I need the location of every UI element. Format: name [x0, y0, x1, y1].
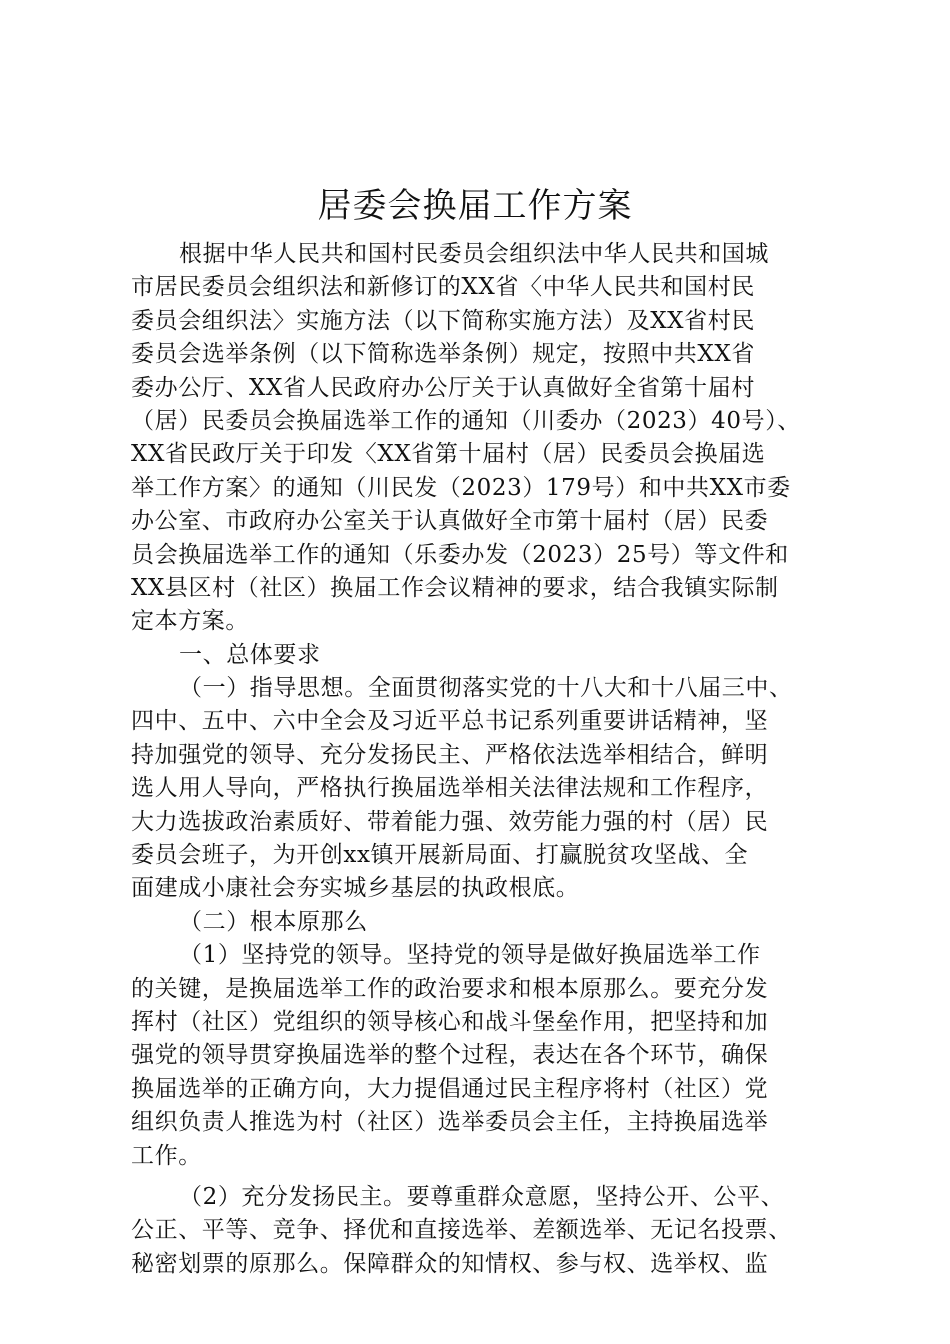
document-title: 居委会换届工作方案 [317, 186, 633, 226]
body-line: 委员会班子，为开创xx镇开展新局面、打赢脱贫攻坚战、全 [131, 842, 749, 869]
body-line: 选人用人导向，严格执行换届选举相关法律法规和工作程序， [131, 775, 769, 802]
body-line: 的关键，是换届选举工作的政治要求和根本原那么。要充分发 [131, 975, 769, 1002]
body-line: 换届选举的正确方向，大力提倡通过民主程序将村（社区）党 [131, 1075, 769, 1102]
body-line: 市居民委员会组织法和新修订的XX省〈中华人民共和国村民 [131, 274, 755, 301]
body-line: 工作。 [131, 1142, 202, 1169]
body-line: 秘密划票的原那么。保障群众的知情权、参与权、选举权、监 [131, 1250, 769, 1277]
body-line: 员会换届选举工作的通知（乐委办发（2023）25号）等文件和 [131, 541, 789, 568]
body-line: 委员会选举条例（以下简称选举条例）规定，按照中共XX省 [131, 341, 755, 368]
body-line: XX县区村（社区）换届工作会议精神的要求，结合我镇实际制 [131, 574, 779, 601]
body-line: 定本方案。 [131, 608, 249, 635]
body-line: 委员会组织法〉实施方法（以下简称实施方法）及XX省村民 [131, 307, 755, 334]
body-line: （二）根本原那么 [179, 908, 368, 935]
body-line: 举工作方案〉的通知（川民发（2023）179号）和中共XX市委 [131, 474, 791, 501]
body-line: 委办公厅、XX省人民政府办公厅关于认真做好全省第十届村 [131, 374, 755, 401]
body-line: （1）坚持党的领导。坚持党的领导是做好换届选举工作 [179, 942, 761, 969]
body-line: 强党的领导贯穿换届选举的整个过程，表达在各个环节，确保 [131, 1042, 769, 1069]
document-body [131, 238, 831, 1281]
body-line: 组织负责人推选为村（社区）选举委员会主任，主持换届选举 [131, 1109, 769, 1136]
body-line: 公正、平等、竞争、择优和直接选举、差额选举、无记名投票、 [131, 1217, 792, 1244]
body-line: 办公室、市政府办公室关于认真做好全市第十届村（居）民委 [131, 508, 769, 535]
body-line: 挥村（社区）党组织的领导核心和战斗堡垒作用，把坚持和加 [131, 1008, 769, 1035]
body-line: 面建成小康社会夯实城乡基层的执政根底。 [131, 875, 580, 902]
body-line: 一、总体要求 [179, 641, 321, 668]
body-line: （一）指导思想。全面贯彻落实党的十八大和十八届三中、 [179, 675, 793, 702]
body-line: 四中、五中、六中全会及习近平总书记系列重要讲话精神，坚 [131, 708, 769, 735]
body-line: 持加强党的领导、充分发扬民主、严格依法选举相结合，鲜明 [131, 741, 769, 768]
body-line: XX省民政厅关于印发〈XX省第十届村（居）民委员会换届选 [131, 441, 766, 468]
body-line: 根据中华人民共和国村民委员会组织法中华人民共和国城 [179, 241, 769, 267]
body-line: 大力选拔政治素质好、带着能力强、效劳能力强的村（居）民 [131, 808, 769, 835]
body-line: （居）民委员会换届选举工作的通知（川委办（2023）40号）、 [131, 407, 801, 434]
body-line: （2）充分发扬民主。要尊重群众意愿，坚持公开、公平、 [179, 1183, 785, 1210]
